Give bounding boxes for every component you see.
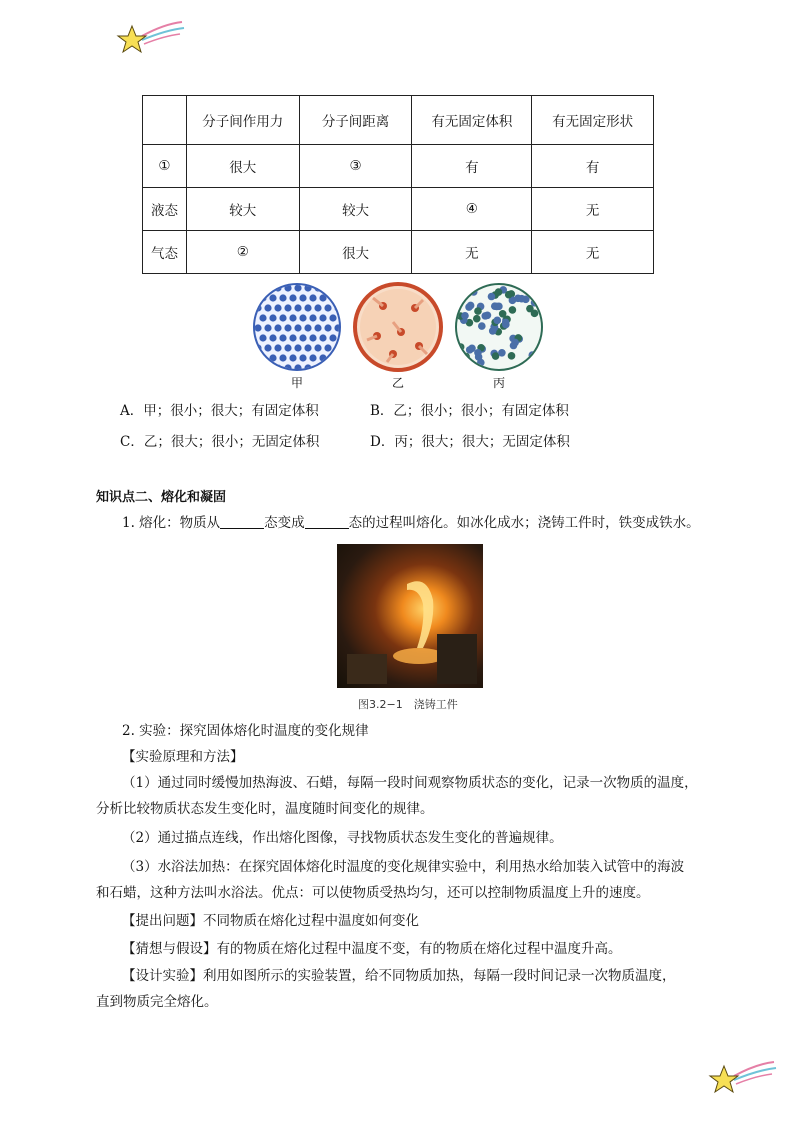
principle-1-line2: 分析比较物质状态发生变化时，温度随时间变化的规律。	[96, 801, 434, 817]
table-header-cell: 有无固定形状	[532, 96, 654, 145]
molecule-dot	[498, 349, 506, 357]
molecule-dot	[473, 315, 481, 323]
molecule-dot	[259, 314, 266, 321]
molecule-dot	[495, 288, 503, 296]
molecule-dot	[294, 324, 301, 331]
molecule-dot	[478, 322, 486, 330]
shooting-star-icon	[704, 1058, 780, 1098]
table-cell: 无	[412, 231, 532, 274]
molecule-dot	[509, 306, 517, 314]
molecule-dot	[254, 284, 261, 291]
table-header-cell: 分子间作用力	[186, 96, 299, 145]
states-properties-table	[142, 95, 654, 274]
molecule-dot	[294, 304, 301, 311]
table-cell: ①	[143, 145, 187, 188]
molecule-dot	[529, 360, 537, 368]
molten-metal-image	[337, 544, 483, 688]
molecule-dot	[461, 312, 469, 320]
molecule-dot	[284, 344, 291, 351]
principle-2: （2）通过描点连线，作出熔化图像，寻找物质状态发生变化的普遍规律。	[122, 830, 563, 846]
gas-molecules-diagram	[353, 282, 443, 372]
figure-label: 甲	[290, 376, 303, 390]
question-text: 不同物质在熔化过程中温度如何变化	[203, 913, 419, 929]
molecule-dot	[334, 364, 341, 371]
table-cell: 有	[412, 145, 532, 188]
melting-definition	[122, 512, 732, 534]
molecule-dot	[511, 339, 519, 347]
molecule-dot	[299, 294, 306, 301]
molecule-dot	[304, 304, 311, 311]
solid-molecules-diagram	[252, 282, 342, 372]
molecule-dot	[274, 324, 281, 331]
molecule-dot	[329, 314, 336, 321]
table-cell: 很大	[299, 231, 412, 274]
table-header-cell: 分子间距离	[299, 96, 412, 145]
molecule-dot	[264, 324, 271, 331]
principle-heading: 【实验原理和方法】	[122, 749, 244, 765]
molecule-dot	[289, 314, 296, 321]
photo-caption: 图3.2−1 浇铸工件	[358, 698, 458, 711]
molecule-dot	[289, 294, 296, 301]
table-cell: ④	[412, 188, 532, 231]
casting-photo	[337, 544, 483, 688]
experiment-heading: 2. 实验：探究固体熔化时温度的变化规律	[122, 723, 369, 739]
molecule-dot	[324, 344, 331, 351]
molecule-dot	[254, 364, 261, 371]
design-line2: 直到物质完全熔化。	[96, 994, 218, 1010]
molecule-dot	[289, 354, 296, 361]
section-title: 知识点二、熔化和凝固	[96, 490, 227, 505]
molecule-dot	[304, 324, 311, 331]
liquid-molecules-diagram	[454, 282, 544, 372]
molecule-dot	[309, 314, 316, 321]
figure-label: 乙	[391, 376, 404, 390]
molecule-dot	[334, 284, 341, 291]
molecule-dot	[314, 324, 321, 331]
table-row	[143, 231, 654, 274]
molecule-dot	[299, 334, 306, 341]
table-cell: 气态	[143, 231, 187, 274]
melting-prefix: 1. 熔化：物质从	[122, 515, 221, 531]
molecule-dot	[299, 354, 306, 361]
molecule-dot	[314, 304, 321, 311]
table-row	[143, 145, 654, 188]
table-row	[143, 188, 654, 231]
molecule-dot	[488, 293, 496, 301]
molecule-dot	[279, 334, 286, 341]
option-row	[120, 431, 640, 462]
option-d[interactable]: D．丙；很大；很大；无固定体积	[370, 434, 570, 450]
molecule-dot	[493, 317, 501, 325]
table-cell: ②	[186, 231, 299, 274]
table-cell: 液态	[143, 188, 187, 231]
molecule-dot	[289, 334, 296, 341]
molecule-dot	[502, 321, 510, 329]
principle-3-line1: （3）水浴法加热：在探究固体熔化时温度的变化规律实验中，利用热水给加装入试管中的海波	[122, 859, 685, 875]
molecule-dot	[294, 284, 301, 291]
guess-text: 有的物质在熔化过程中温度不变，有的物质在熔化过程中温度升高。	[216, 941, 622, 957]
molecule-dot	[269, 334, 276, 341]
molecule-dot	[309, 294, 316, 301]
shooting-star-icon	[112, 18, 188, 58]
molecule-dot	[508, 352, 516, 360]
option-b[interactable]: B．乙；很小；很小；有固定体积	[370, 403, 569, 419]
molecule-dot	[304, 344, 311, 351]
molecule-dot	[284, 324, 291, 331]
table-cell: 有	[532, 145, 654, 188]
molecule-dot	[279, 294, 286, 301]
table-cell: 很大	[186, 145, 299, 188]
option-row	[120, 400, 640, 431]
molecule-dot	[493, 303, 501, 311]
molecule-dot	[279, 354, 286, 361]
guess-line	[122, 938, 732, 960]
molecule-dot	[314, 344, 321, 351]
molecule-dot	[269, 314, 276, 321]
molecule-dot	[274, 304, 281, 311]
principle-3-line2: 和石蜡，这种方法叫水浴法。优点：可以使物质受热均匀，还可以控制物质温度上升的速度。	[96, 885, 650, 901]
design-tag: 【设计实验】	[122, 968, 203, 984]
table-cell: ③	[299, 145, 412, 188]
molecule-dot	[264, 304, 271, 311]
table-cell: 较大	[299, 188, 412, 231]
molecule-dot	[319, 314, 326, 321]
molecule-dot	[264, 364, 271, 371]
molecule-dot	[309, 354, 316, 361]
question-tag: 【提出问题】	[122, 913, 203, 929]
melting-mid: 态变成	[264, 515, 305, 531]
molecule-dot	[299, 314, 306, 321]
molecule-dot	[518, 295, 526, 303]
molecule-dot	[466, 346, 474, 354]
molecule-dot	[339, 354, 342, 361]
option-a[interactable]: A．甲；很小；很大；有固定体积	[120, 403, 319, 419]
molecule-dot	[324, 284, 331, 291]
melting-suffix: 态的过程叫熔化。如冰化成水；浇铸工件时，铁变成铁水。	[348, 515, 700, 531]
molecule-dot	[467, 302, 475, 310]
molecule-dot	[324, 364, 331, 371]
molecule-dot	[339, 294, 342, 301]
design-line	[122, 965, 742, 987]
table-cell: 无	[532, 231, 654, 274]
molecule-dot	[319, 334, 326, 341]
guess-tag: 【猜想与假设】	[122, 941, 217, 957]
molecule-dot	[329, 334, 336, 341]
design-text: 利用如图所示的实验装置，给不同物质加热，每隔一段时间记录一次物质温度，	[203, 968, 676, 984]
molecule-dot	[324, 324, 331, 331]
table-header-cell	[143, 96, 187, 145]
table-cell: 较大	[186, 188, 299, 231]
molecule-dot	[324, 304, 331, 311]
option-c[interactable]: C．乙；很大；很小；无固定体积	[120, 434, 320, 450]
answer-options	[120, 400, 640, 462]
molecule-dot	[481, 312, 489, 320]
question-line	[122, 910, 732, 932]
molecule-dot	[254, 324, 261, 331]
molecule-dot	[474, 307, 482, 315]
table-header-row	[143, 96, 654, 145]
fill-blank[interactable]	[220, 514, 264, 529]
molecule-diagrams	[0, 280, 794, 390]
fill-blank[interactable]	[305, 514, 349, 529]
molecule-dot	[269, 294, 276, 301]
molecule-dot	[309, 334, 316, 341]
molecule-dot	[463, 286, 471, 294]
molecule-dot	[264, 344, 271, 351]
figure-label: 丙	[492, 376, 505, 390]
molecule-dot	[274, 344, 281, 351]
table-cell: 无	[532, 188, 654, 231]
molecule-dot	[279, 314, 286, 321]
molecule-dot	[505, 291, 513, 299]
molecule-dot	[474, 349, 482, 357]
molecule-dot	[463, 361, 471, 369]
principle-1-line1: （1）通过同时缓慢加热海波、石蜡，每隔一段时间观察物质状态的变化，记录一次物质的温度，	[122, 775, 698, 791]
molecule-dot	[294, 344, 301, 351]
table-header-cell: 有无固定体积	[412, 96, 532, 145]
molecule-dot	[264, 284, 271, 291]
molecule-dot	[284, 304, 291, 311]
molecule-dot	[259, 334, 266, 341]
molecule-dot	[526, 305, 534, 313]
